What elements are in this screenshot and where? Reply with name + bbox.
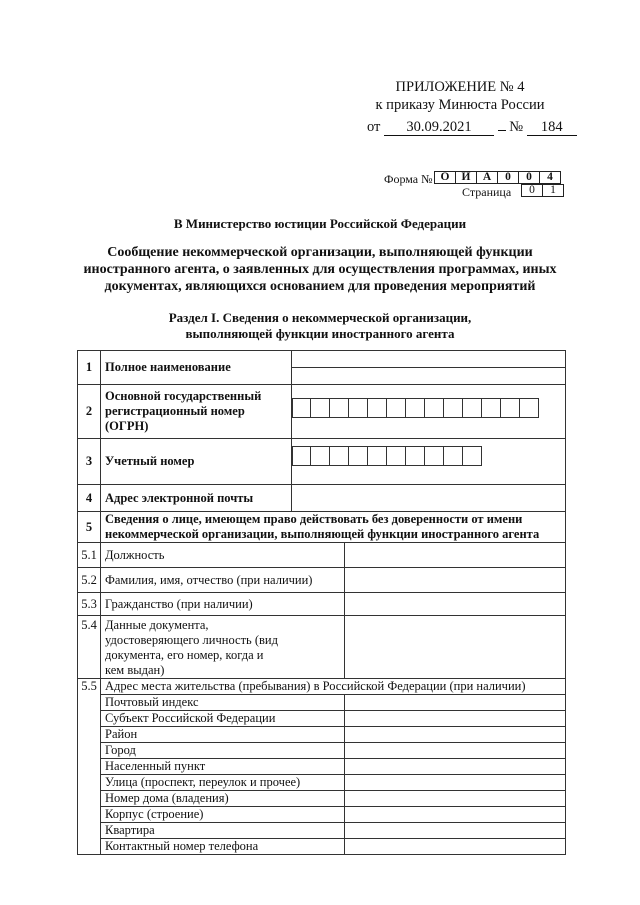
underline-gap	[498, 114, 506, 131]
section-title-line2: выполняющей функции иностранного агента	[185, 326, 455, 341]
settlement-field[interactable]	[345, 758, 566, 774]
address-label: Квартира	[101, 822, 345, 838]
addressee: В Министерство юстиции Российской Федерации	[173, 216, 467, 231]
row-number: 2	[78, 385, 101, 439]
form-code-char: 0	[498, 172, 519, 184]
form-code-char: 4	[540, 172, 561, 184]
empty-num-cell	[78, 710, 101, 726]
address-label: Номер дома (владения)	[101, 790, 345, 806]
city-field[interactable]	[345, 742, 566, 758]
form-code-char: О	[435, 172, 456, 184]
row-number: 3	[78, 439, 101, 485]
apartment-field[interactable]	[345, 822, 566, 838]
section-title-line1: Раздел I. Сведения о некоммерческой организации,	[168, 310, 472, 325]
address-row-settlement	[78, 758, 566, 774]
full-name-field[interactable]	[292, 351, 566, 385]
row-label: Фамилия, имя, отчество (при наличии)	[101, 568, 345, 593]
order-number: 184	[527, 119, 577, 136]
row-number: 4	[78, 485, 101, 512]
row-label: Должность	[101, 543, 345, 568]
address-row-subject	[78, 710, 566, 726]
person-name-field[interactable]	[345, 568, 566, 593]
row-residence-address	[78, 679, 566, 695]
address-label: Район	[101, 726, 345, 742]
address-row-district	[78, 726, 566, 742]
form-code-char: И	[456, 172, 477, 184]
row-label: Данные документа, удостоверяющего личность (вид документа, его номер, когда и кем выдан)	[101, 616, 345, 679]
row-citizenship	[78, 593, 566, 616]
row-label: Учетный номер	[101, 439, 292, 485]
address-row-house	[78, 790, 566, 806]
appendix-header	[340, 78, 580, 136]
form-code-grid	[434, 171, 561, 184]
row-number: 1	[78, 351, 101, 385]
citizenship-field[interactable]	[345, 593, 566, 616]
ogrn-field[interactable]	[292, 385, 566, 439]
address-label: Населенный пункт	[101, 758, 345, 774]
phone-field[interactable]	[345, 838, 566, 854]
row-number: 5.1	[78, 543, 101, 568]
address-row-apartment	[78, 822, 566, 838]
section-title	[60, 310, 580, 342]
row-number: 5.2	[78, 568, 101, 593]
row-label: Сведения о лице, имеющем право действовать без доверенности от имени некоммерческой организации, выполняющей функции иностранного агента	[101, 512, 566, 543]
position-field[interactable]	[345, 543, 566, 568]
order-date: 30.09.2021	[384, 119, 494, 136]
address-row-street	[78, 774, 566, 790]
empty-num-cell	[78, 790, 101, 806]
address-row-postal-code	[78, 694, 566, 710]
empty-num-cell	[78, 758, 101, 774]
postal-code-field[interactable]	[345, 694, 566, 710]
empty-num-cell	[78, 726, 101, 742]
building-field[interactable]	[345, 806, 566, 822]
address-label: Почтовый индекс	[101, 694, 345, 710]
email-field[interactable]	[292, 485, 566, 512]
appendix-subtitle: к приказу Минюста России	[375, 97, 545, 113]
row-position	[78, 543, 566, 568]
subject-field[interactable]	[345, 710, 566, 726]
form-code-char: А	[477, 172, 498, 184]
house-field[interactable]	[345, 790, 566, 806]
empty-num-cell	[78, 774, 101, 790]
page-label: Страница	[462, 185, 512, 199]
address-row-city	[78, 742, 566, 758]
empty-num-cell	[78, 838, 101, 854]
row-number: 5.4	[78, 616, 101, 679]
address-label: Субъект Российской Федерации	[101, 710, 345, 726]
number-label: №	[509, 119, 524, 135]
page-number-grid	[521, 184, 564, 197]
row-authorized-person-header	[78, 512, 566, 543]
from-label: от	[367, 119, 381, 135]
page-digit: 0	[522, 185, 543, 197]
address-label: Улица (проспект, переулок и прочее)	[101, 774, 345, 790]
form-code-char: 0	[519, 172, 540, 184]
empty-num-cell	[78, 694, 101, 710]
account-digit-boxes[interactable]	[292, 446, 565, 466]
row-label: Основной государственный регистрационный номер (ОГРН)	[101, 385, 292, 439]
row-email	[78, 485, 566, 512]
order-line	[340, 114, 580, 136]
address-label: Город	[101, 742, 345, 758]
page-digit: 1	[543, 185, 564, 197]
row-label: Адрес электронной почты	[101, 485, 292, 512]
row-number: 5	[78, 512, 101, 543]
organization-info-table	[77, 350, 566, 855]
document-title: Сообщение некоммерческой организации, выполняющей функции иностранного агента, о заявленных для осуществления программах, иных документах, являющихся основанием для проведения мероприятий	[83, 245, 557, 294]
row-number: 5.3	[78, 593, 101, 616]
address-label: Корпус (строение)	[101, 806, 345, 822]
empty-num-cell	[78, 822, 101, 838]
address-row-building	[78, 806, 566, 822]
address-label: Контактный номер телефона	[101, 838, 345, 854]
form-number-label: Форма №	[384, 172, 433, 186]
row-label: Гражданство (при наличии)	[101, 593, 345, 616]
empty-num-cell	[78, 806, 101, 822]
row-ogrn	[78, 385, 566, 439]
row-label: Адрес места жительства (пребывания) в Российской Федерации (при наличии)	[101, 679, 566, 695]
row-identity-document	[78, 616, 566, 679]
district-field[interactable]	[345, 726, 566, 742]
identity-document-field[interactable]	[345, 616, 566, 679]
row-label: Полное наименование	[101, 351, 292, 385]
row-full-name	[78, 351, 566, 385]
account-number-field[interactable]	[292, 439, 566, 485]
appendix-title: ПРИЛОЖЕНИЕ № 4	[395, 79, 525, 95]
row-full-person-name	[78, 568, 566, 593]
row-account-number	[78, 439, 566, 485]
empty-num-cell	[78, 742, 101, 758]
ogrn-digit-boxes[interactable]	[292, 398, 565, 418]
street-field[interactable]	[345, 774, 566, 790]
row-number: 5.5	[78, 679, 101, 695]
address-row-phone	[78, 838, 566, 854]
